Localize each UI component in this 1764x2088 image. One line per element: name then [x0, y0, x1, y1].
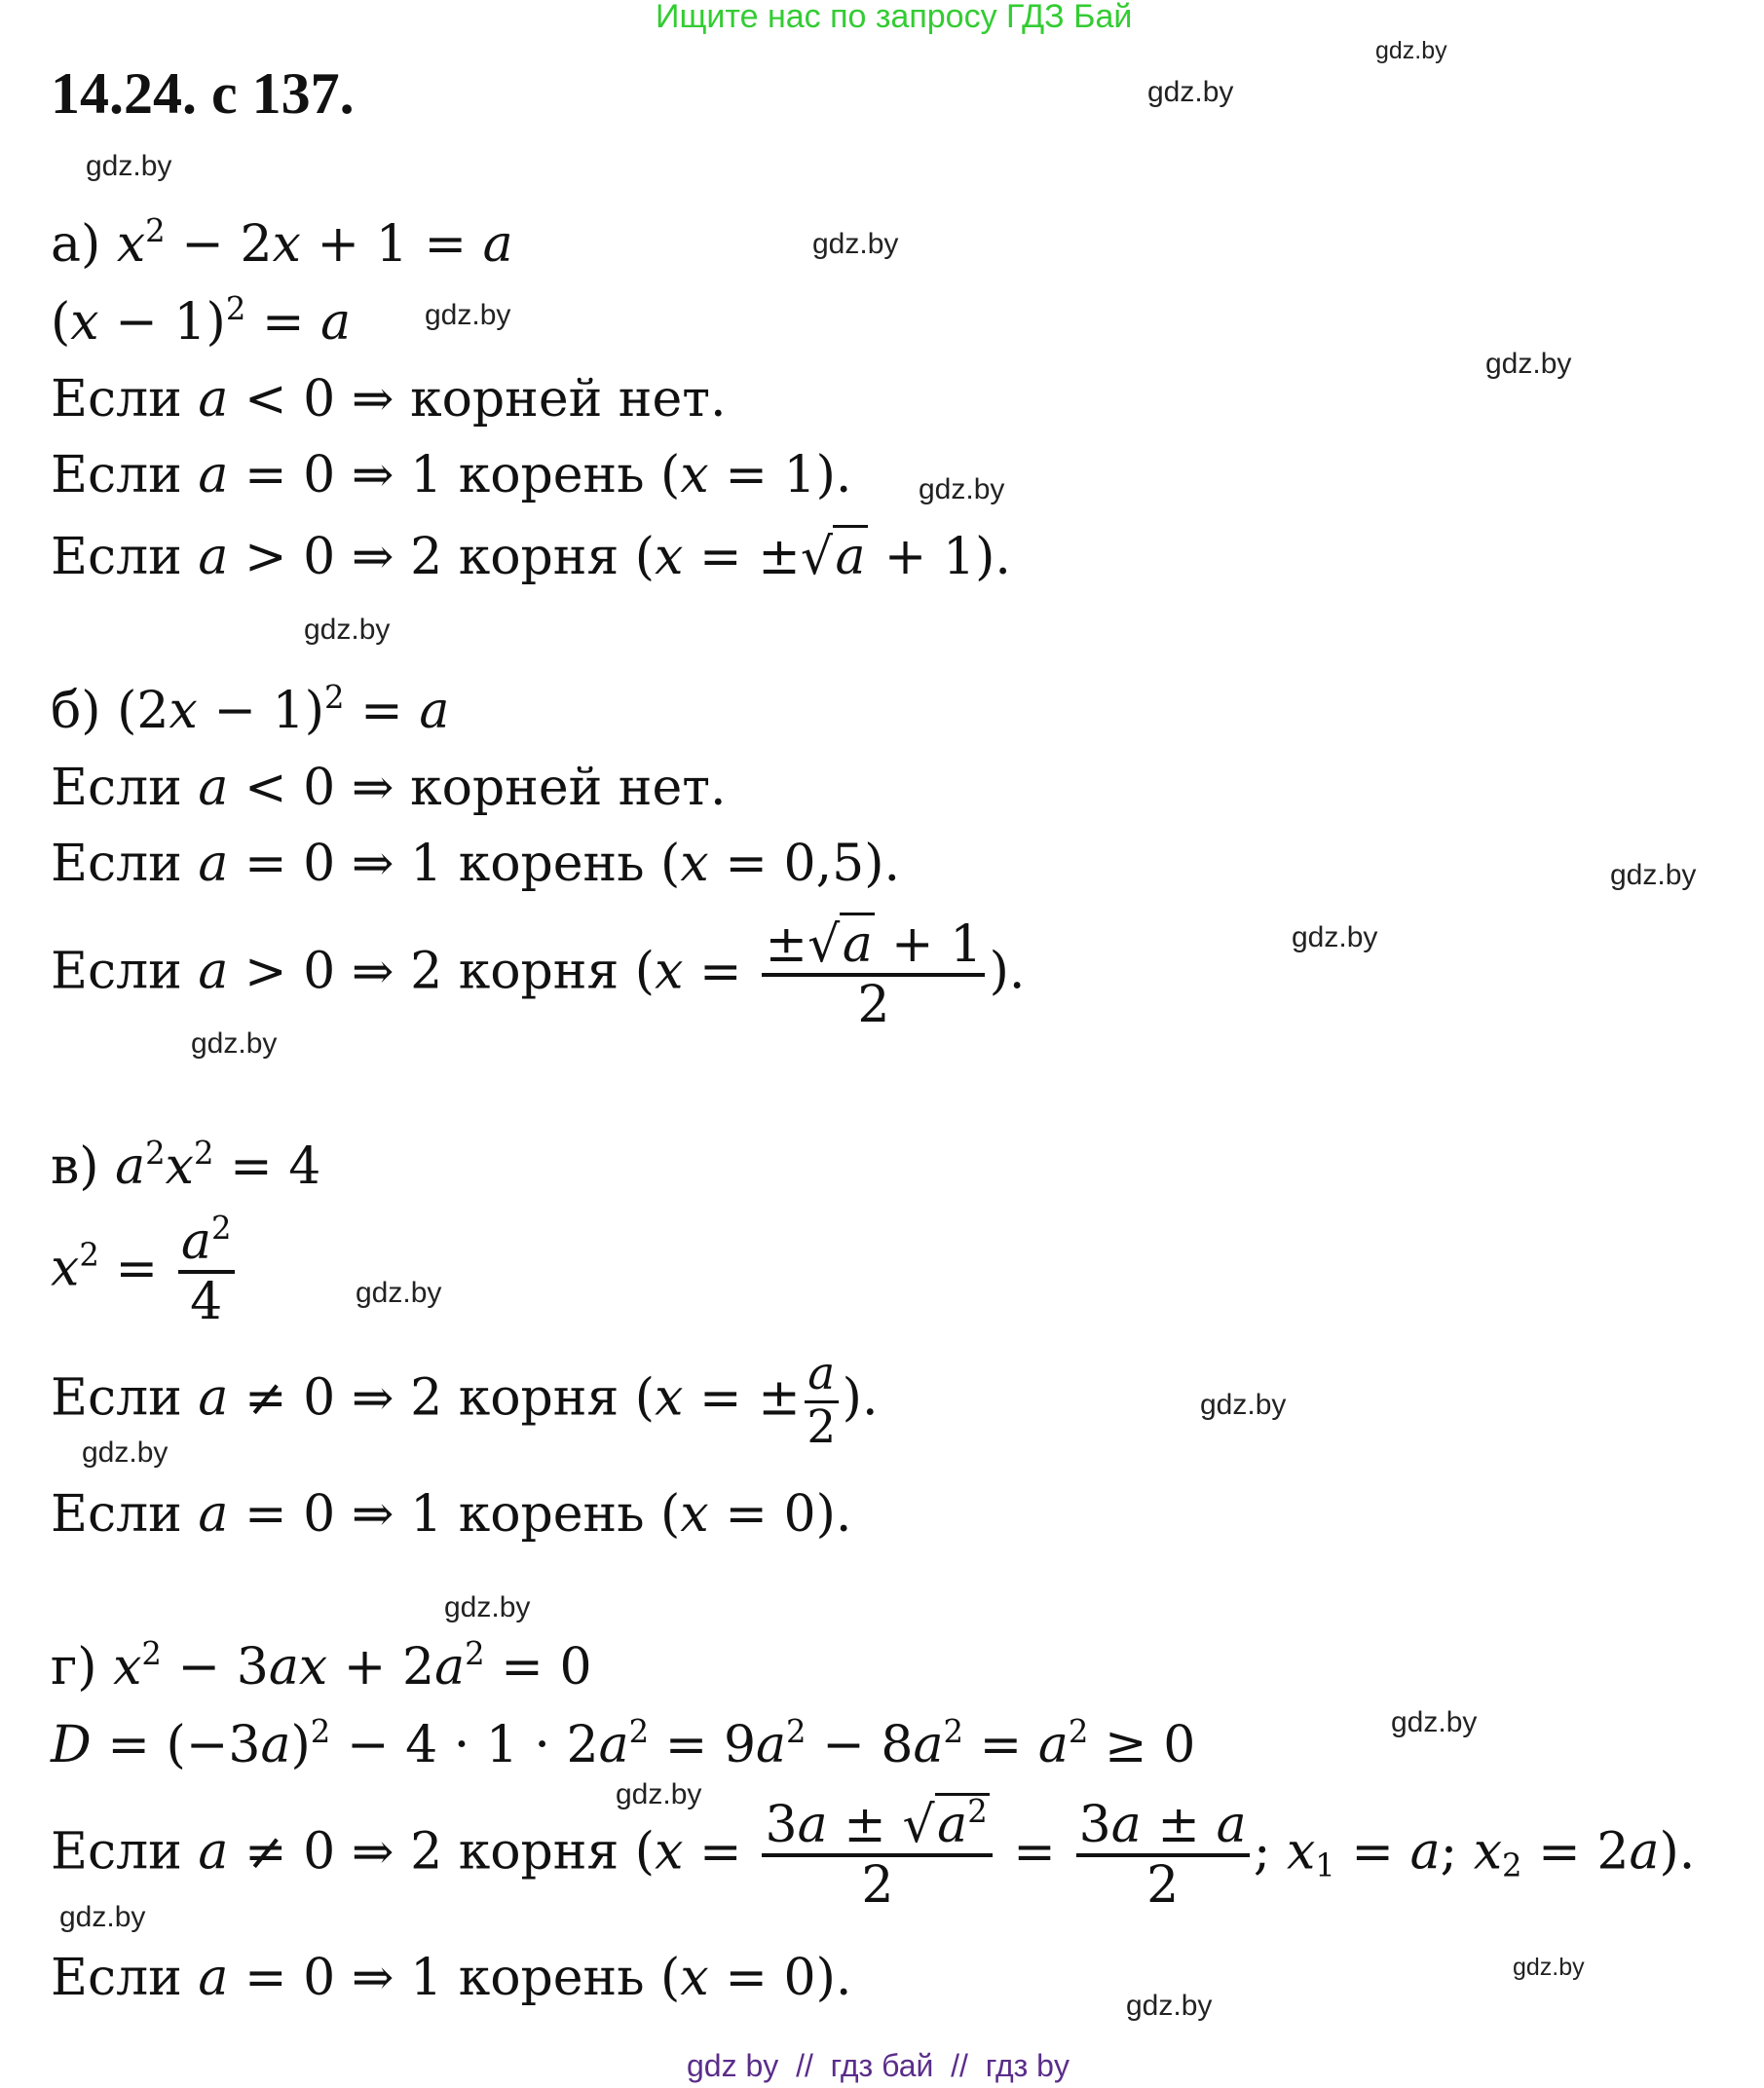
- watermark: gdz.by: [1375, 37, 1447, 64]
- part-a-case-zero: Если a = 0 ⇒ 1 корень (x = 1).: [51, 446, 852, 504]
- part-b-case-negative: Если a < 0 ⇒ корней нет.: [51, 759, 727, 817]
- part-g-fraction-2: $\frac{3a \pm a}{2}$: [1076, 1800, 1250, 1911]
- part-a-case-positive: Если a > 0 ⇒ 2 корня (x = ±√a + 1).: [51, 532, 1011, 582]
- part-g-label: г): [51, 1638, 97, 1696]
- watermark: gdz.by: [1147, 76, 1234, 108]
- part-v-case-nonzero: Если a ≠ 0 ⇒ 2 корня (x = ± $\frac{a}{2}$ ).: [51, 1348, 879, 1455]
- watermark: gdz.by: [191, 1027, 278, 1060]
- part-b-fraction: $\frac{\pm√a + 1}{2}$: [762, 919, 985, 1030]
- watermark: gdz.by: [1200, 1389, 1287, 1421]
- watermark: gdz.by: [356, 1277, 442, 1309]
- exercise-title: 14.24. с 137.: [51, 61, 355, 126]
- part-v-equation: в) $a^2x^2 = 4$: [51, 1135, 321, 1196]
- part-a-square-form: $(x - 1)^2 = a$: [51, 290, 352, 352]
- part-a-label: а): [51, 215, 101, 274]
- watermark: gdz.by: [1292, 921, 1378, 953]
- part-a-equation: а) $x^2 - 2x + 1 = a$: [51, 212, 513, 274]
- part-v-root-fraction: $\frac{a}{2}$: [805, 1352, 839, 1451]
- part-g-discriminant: $D = (-3a)^2 - 4 \cdot 1 \cdot 2a^2 = 9a^2 - 8a^2 = a^2 \ge 0$: [51, 1713, 1196, 1774]
- watermark: gdz.by: [86, 150, 172, 182]
- part-b-case-positive: Если a > 0 ⇒ 2 корня (x = $\frac{\pm√a + 1}{2}$ ).: [51, 919, 1025, 1030]
- part-b-label: б): [51, 682, 101, 740]
- watermark: gdz.by: [59, 1901, 146, 1933]
- footer-links[interactable]: gdz by // гдз бай // гдз by: [687, 2048, 1070, 2083]
- watermark: gdz.by: [1485, 348, 1572, 380]
- watermark: gdz.by: [812, 228, 899, 260]
- watermark: gdz.by: [1610, 859, 1697, 891]
- watermark: gdz.by: [1513, 1954, 1585, 1981]
- part-b-case-zero: Если a = 0 ⇒ 1 корень (x = 0,5).: [51, 835, 901, 893]
- part-v-solve-x-squared: $x^2$ = $\frac{a^2}{4}$: [51, 1216, 239, 1327]
- watermark: gdz.by: [1391, 1706, 1478, 1738]
- part-g-fraction-1: $\frac{3a \pm √a^2}{2}$: [762, 1800, 993, 1911]
- watermark: gdz.by: [919, 473, 1005, 505]
- watermark: gdz.by: [425, 299, 511, 331]
- watermark: gdz.by: [82, 1436, 169, 1469]
- part-v-label: в): [51, 1137, 99, 1196]
- part-b-equation: б) $(2x - 1)^2 = a$: [51, 679, 450, 740]
- search-banner[interactable]: Ищите нас по запросу ГДЗ Бай: [656, 0, 1133, 35]
- watermark: gdz.by: [304, 614, 391, 646]
- part-v-fraction: $\frac{a^2}{4}$: [178, 1216, 235, 1327]
- part-a-case-negative: Если a < 0 ⇒ корней нет.: [51, 370, 727, 429]
- watermark: gdz.by: [616, 1778, 702, 1810]
- watermark: gdz.by: [1126, 1990, 1213, 2022]
- part-g-case-nonzero: Если a ≠ 0 ⇒ 2 корня (x = $\frac{3a \pm √a^2}{2}$ = $\frac{3a \pm a}{2}$ ; $x_1 = a$; $x_2 = 2a$).: [51, 1793, 1696, 1916]
- part-g-equation: г) $x^2 - 3ax + 2a^2 = 0$: [51, 1635, 592, 1696]
- part-v-case-zero: Если a = 0 ⇒ 1 корень (x = 0).: [51, 1485, 852, 1544]
- part-g-case-zero: Если a = 0 ⇒ 1 корень (x = 0).: [51, 1949, 852, 2007]
- watermark: gdz.by: [444, 1591, 531, 1623]
